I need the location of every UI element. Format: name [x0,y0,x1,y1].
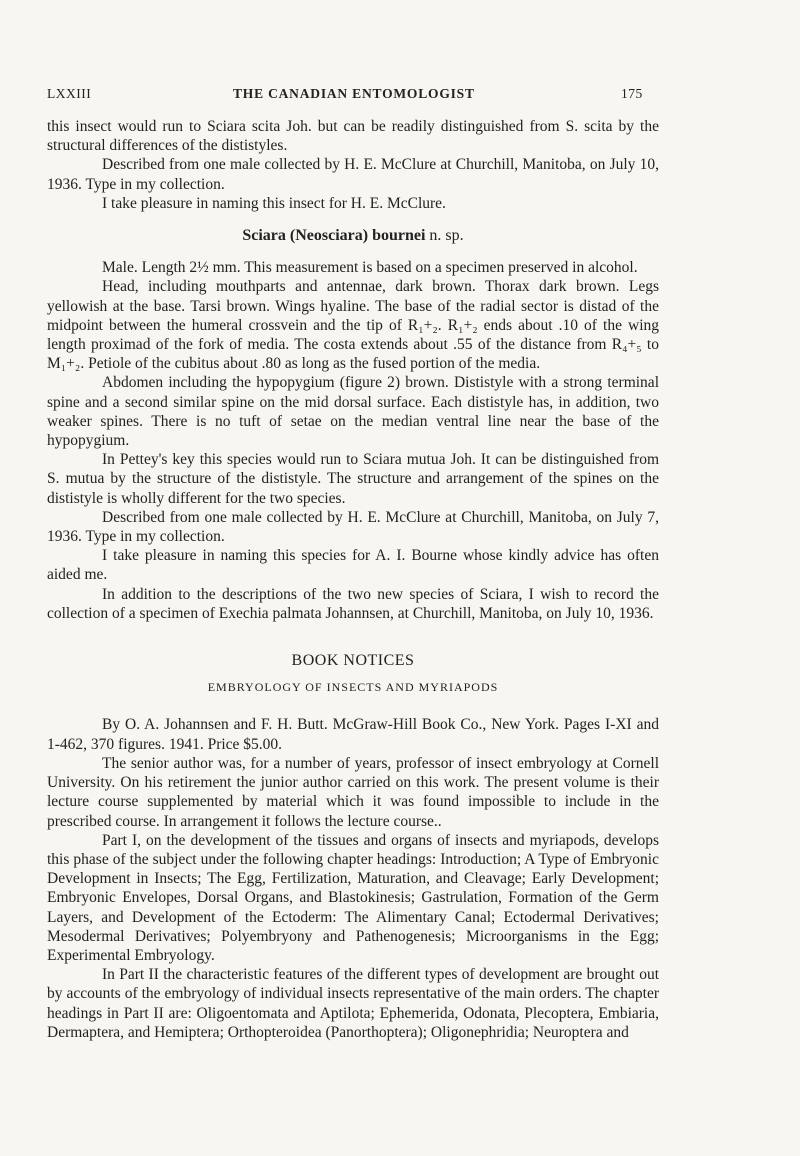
paragraph: Head, including mouthparts and antennae, dark brown. Thorax dark brown. Legs yellowish at the base. Tarsi brown. Wings hyaline. The base of the radial sector is distad of the midpoint between the humeral crossvein and the tip of R₁+₂. R₁+₂ ends about .10 of the wing length proximad of the fork of media. The costa extends about .55 of the distance from R₄+₅ to M₁+₂. Petiole of the cubitus about .80 as long as the fused portion of the media. [47,278,659,373]
paragraph: Male. Length 2½ mm. This measurement is based on a specimen preserved in alcohol. [102,259,638,277]
species-name: Sciara (Neosciara) bournei [242,227,426,245]
page-number: 175 [621,86,643,101]
section-heading: BOOK NOTICES [291,652,415,670]
species-heading [47,226,659,245]
paragraph: In addition to the descriptions of the two new species of Sciara, I wish to record the collection of a specimen of Exechia palmata Johannsen, at Churchill, Manitoba, on July 10, 1936. [47,585,659,622]
species-suffix: n. sp. [425,227,464,245]
paragraph: Described from one male collected by H. E. McClure at Churchill, Manitoba, on July 10, 1936. Type in my collection. [47,156,659,193]
book-title: EMBRYOLOGY OF INSECTS AND MYRIAPODS [207,680,499,695]
paragraph: I take pleasure in naming this species for A. I. Bourne whose kindly advice has often aided me. [47,547,659,584]
paragraph: In Part II the characteristic features of the different types of development are brought out by accounts of the embryology of individual insects representative of the main orders. The chapter headings in Part II are: Oligoentomata and Aptilota; Ephemerida, Odonata, Plecoptera, Embiaria, Dermaptera, and Hemiptera; Orthopteroidea (Panorthoptera); Oligonephridia; Neuroptera and [47,966,659,1041]
paragraph: In Pettey's key this species would run to Sciara mutua Joh. It can be distinguished from S. mutua by the structure of the dististyle. The structure and arrangement of the spines on the dististyle is wholly different for the two species. [47,451,659,507]
journal-title: THE CANADIAN ENTOMOLOGIST [233,86,475,101]
article-body [47,117,659,1042]
paragraph: Part I, on the development of the tissues and organs of insects and myriapods, develops this phase of the subject under the following chapter headings: Introduction; A Type of Embryonic Development in Insects; The Egg, Fertilization, Maturation, and Cleavage; Early Development; Embryonic Envelopes, Dorsal Organs, and Blastokinesis; Gastrulation, Formation of the Germ Layers, and Development of the Ectoderm: The Alimentary Canal; Ectodermal Derivatives; Mesodermal Derivatives; Polyembryony and Pathenogenesis; Microorganisms in the Egg; Experimental Embryology. [47,831,659,964]
volume-number: LXXIII [47,86,92,101]
paragraph: Described from one male collected by H. E. McClure at Churchill, Manitoba, on July 7, 1936. Type in my collection. [47,508,659,546]
paragraph: Abdomen including the hypopygium (figure 2) brown. Dististyle with a strong terminal spine and a second similar spine on the mid dorsal surface. Each dististyle has, in addition, two weaker spines. There is no tuft of setae on the median ventral line near the base of the hypopygium. [47,374,659,450]
paragraph: this insect would run to Sciara scita Joh. but can be readily distinguished from S. scita by the structural differences of the dististyles. [47,118,659,155]
paragraph: By O. A. Johannsen and F. H. Butt. McGraw-Hill Book Co., New York. Pages I-XI and 1-462, 370 figures. 1941. Price $5.00. [47,716,659,753]
paragraph: I take pleasure in naming this insect for H. E. McClure. [102,194,446,212]
paragraph: The senior author was, for a number of years, professor of insect embryology at Cornell University. On his retirement the junior author carried on this work. The present volume is their lecture course supplemented by material which it was found impossible to include in the prescribed course. In arrangement it follows the lecture course.. [47,754,659,830]
